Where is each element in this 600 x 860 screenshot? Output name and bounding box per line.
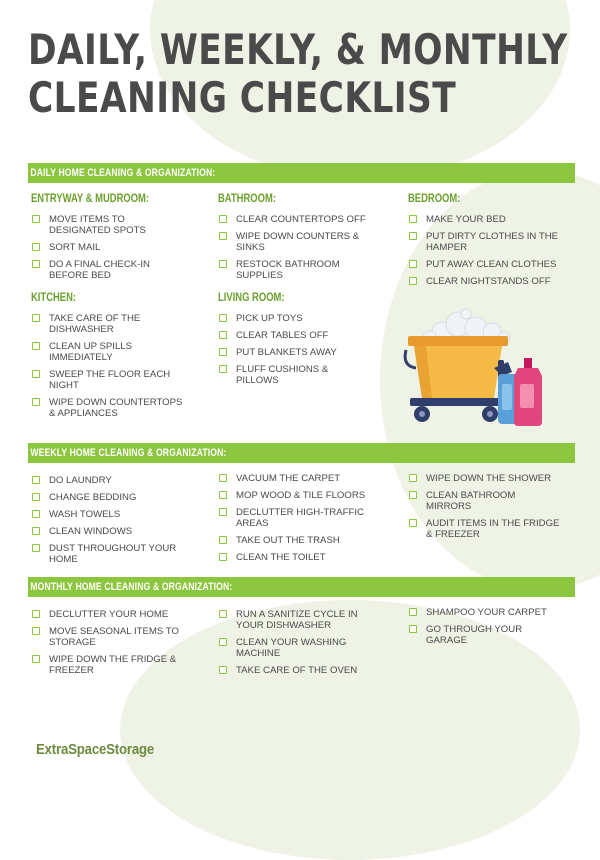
checkbox[interactable]: [219, 314, 227, 322]
checklist-item: [31, 526, 201, 537]
checklist-item: [218, 364, 388, 386]
weekly-list-2: [218, 473, 388, 563]
monthly-list-3: [408, 607, 578, 646]
checkbox[interactable]: [32, 260, 40, 268]
bathroom-list: [218, 214, 388, 281]
checkbox[interactable]: [219, 232, 227, 240]
checkbox[interactable]: [219, 491, 227, 499]
checklist-item-label: RUN A SANITIZE CYCLE IN YOUR DISHWASHER: [236, 609, 358, 631]
bathroom-heading: BATHROOM:: [218, 193, 276, 205]
checkbox[interactable]: [32, 610, 40, 618]
checklist-item-label: DECLUTTER HIGH-TRAFFIC AREAS: [236, 507, 364, 529]
checklist-item: [31, 609, 201, 620]
checklist-item: [408, 473, 578, 484]
checklist-item-label: MAKE YOUR BED: [426, 214, 506, 225]
checklist-item: [218, 231, 388, 253]
title-line-1: DAILY, WEEKLY, & MONTHLY: [28, 25, 568, 74]
checklist-item-label: WIPE DOWN COUNTERS & SINKS: [236, 231, 360, 253]
weekly-column-3: [408, 473, 578, 546]
monthly-column-2: [218, 609, 388, 682]
checklist-item: [218, 473, 388, 484]
checklist-item: [31, 475, 201, 486]
checklist-item: [31, 341, 201, 363]
checkbox[interactable]: [219, 666, 227, 674]
checkbox[interactable]: [219, 365, 227, 373]
title-line-2: CLEANING CHECKLIST: [28, 73, 457, 122]
checkbox[interactable]: [32, 476, 40, 484]
checklist-item: [218, 637, 388, 659]
checkbox[interactable]: [32, 370, 40, 378]
checkbox[interactable]: [32, 627, 40, 635]
checklist-item-label: PICK UP TOYS: [236, 313, 303, 324]
checklist-item: [218, 609, 388, 631]
checklist-item: [408, 518, 578, 540]
checkbox[interactable]: [32, 215, 40, 223]
checklist-item-label: GO THROUGH YOUR GARAGE: [426, 624, 523, 646]
checklist-item: [218, 214, 388, 225]
checkbox[interactable]: [32, 314, 40, 322]
checkbox[interactable]: [32, 493, 40, 501]
checkbox[interactable]: [219, 474, 227, 482]
checklist-item: [218, 507, 388, 529]
checklist-item-label: CLEAN YOUR WASHING MACHINE: [236, 637, 347, 659]
checklist-item-label: DUST THROUGHOUT YOUR HOME: [49, 543, 177, 565]
weekly-list-1: [31, 475, 201, 565]
checklist-item-label: CLEAN THE TOILET: [236, 552, 326, 563]
checkbox[interactable]: [32, 243, 40, 251]
brand-logo: ExtraSpaceStorage: [36, 741, 155, 758]
checklist-item: [31, 214, 201, 236]
checkbox[interactable]: [409, 232, 417, 240]
checklist-item-label: VACUUM THE CARPET: [236, 473, 341, 484]
checklist-item-label: SORT MAIL: [49, 242, 101, 253]
checklist-item-label: FLUFF CUSHIONS & PILLOWS: [236, 364, 329, 386]
checklist-item: [408, 231, 578, 253]
checkbox[interactable]: [219, 610, 227, 618]
checklist-item-label: CLEAR COUNTERTOPS OFF: [236, 214, 366, 225]
monthly-list-1: [31, 609, 201, 676]
checklist-item: [31, 492, 201, 503]
checkbox[interactable]: [219, 348, 227, 356]
checkbox[interactable]: [409, 215, 417, 223]
checklist-item: [218, 313, 388, 324]
checklist-item: [218, 552, 388, 563]
checkbox[interactable]: [409, 491, 417, 499]
living-room-group: [218, 292, 388, 392]
living-room-heading: LIVING ROOM:: [218, 292, 285, 304]
checklist-item-label: WIPE DOWN COUNTERTOPS & APPLIANCES: [49, 397, 183, 419]
checklist-item: [31, 242, 201, 253]
checkbox[interactable]: [409, 625, 417, 633]
checkbox[interactable]: [409, 608, 417, 616]
checklist-item: [218, 347, 388, 358]
checklist-item-label: WASH TOWELS: [49, 509, 121, 520]
checkbox[interactable]: [32, 527, 40, 535]
bedroom-heading: BEDROOM:: [408, 193, 461, 205]
cleaning-bucket-cart-icon: [402, 306, 552, 430]
checklist-item: [218, 330, 388, 341]
bedroom-list: [408, 214, 578, 287]
checklist-item: [31, 397, 201, 419]
checklist-item-label: MOVE ITEMS TO DESIGNATED SPOTS: [49, 214, 146, 236]
checklist-item-label: PUT AWAY CLEAN CLOTHES: [426, 259, 557, 270]
checklist-item-label: SHAMPOO YOUR CARPET: [426, 607, 547, 618]
checkbox[interactable]: [409, 519, 417, 527]
checklist-item: [31, 654, 201, 676]
checklist-item-label: CLEAN WINDOWS: [49, 526, 133, 537]
checklist-item: [408, 259, 578, 270]
checklist-item-label: MOVE SEASONAL ITEMS TO STORAGE: [49, 626, 179, 648]
weekly-section-title: WEEKLY HOME CLEANING & ORGANIZATION:: [30, 447, 227, 459]
checklist-item-label: TAKE CARE OF THE DISHWASHER: [49, 313, 141, 335]
monthly-section-header: [28, 577, 575, 597]
page-title: [28, 26, 568, 122]
entryway-group: [31, 193, 201, 287]
checklist-item: [408, 607, 578, 618]
bedroom-group: [408, 193, 578, 293]
kitchen-group: [31, 292, 201, 425]
living-room-list: [218, 313, 388, 386]
checkbox[interactable]: [32, 544, 40, 552]
checklist-item-label: AUDIT ITEMS IN THE FRIDGE & FREEZER: [426, 518, 560, 540]
monthly-column-1: [31, 609, 201, 682]
kitchen-list: [31, 313, 201, 419]
weekly-column-2: [218, 473, 388, 569]
checklist-item-label: CHANGE BEDDING: [49, 492, 137, 503]
checklist-item-label: DO A FINAL CHECK-IN BEFORE BED: [49, 259, 150, 281]
checklist-item-label: WIPE DOWN THE SHOWER: [426, 473, 552, 484]
checklist-item-label: RESTOCK BATHROOM SUPPLIES: [236, 259, 340, 281]
checklist-item: [31, 369, 201, 391]
checklist-item-label: PUT BLANKETS AWAY: [236, 347, 337, 358]
checklist-item-label: CLEAR NIGHTSTANDS OFF: [426, 276, 551, 287]
checklist-item: [408, 214, 578, 225]
checklist-item: [31, 259, 201, 281]
checklist-item-label: PUT DIRTY CLOTHES IN THE HAMPER: [426, 231, 559, 253]
weekly-column-1: [31, 475, 201, 571]
daily-section-title: DAILY HOME CLEANING & ORGANIZATION:: [30, 167, 216, 179]
checkbox[interactable]: [219, 536, 227, 544]
kitchen-heading: KITCHEN:: [31, 292, 77, 304]
checklist-item: [218, 665, 388, 676]
checklist-item: [31, 626, 201, 648]
checklist-item-label: CLEAR TABLES OFF: [236, 330, 329, 341]
weekly-list-3: [408, 473, 578, 540]
checklist-item-label: SWEEP THE FLOOR EACH NIGHT: [49, 369, 171, 391]
checklist-item: [31, 509, 201, 520]
checkbox[interactable]: [32, 398, 40, 406]
checklist-item: [218, 490, 388, 501]
checklist-item-label: CLEAN BATHROOM MIRRORS: [426, 490, 516, 512]
bathroom-group: [218, 193, 388, 287]
checklist-item-label: TAKE OUT THE TRASH: [236, 535, 340, 546]
checkbox[interactable]: [32, 655, 40, 663]
daily-section-header: [28, 163, 575, 183]
checkbox[interactable]: [219, 215, 227, 223]
checkbox[interactable]: [32, 342, 40, 350]
checkbox[interactable]: [219, 553, 227, 561]
monthly-section-title: MONTHLY HOME CLEANING & ORGANIZATION:: [30, 581, 233, 593]
checkbox[interactable]: [409, 277, 417, 285]
weekly-section-header: [28, 443, 575, 463]
checklist-item-label: TAKE CARE OF THE OVEN: [236, 665, 358, 676]
checkbox[interactable]: [409, 260, 417, 268]
checkbox[interactable]: [219, 508, 227, 516]
checklist-item-label: MOP WOOD & TILE FLOORS: [236, 490, 366, 501]
checklist-item: [31, 543, 201, 565]
checkbox[interactable]: [219, 260, 227, 268]
checklist-item: [408, 624, 578, 646]
checklist-item: [31, 313, 201, 335]
entryway-heading: ENTRYWAY & MUDROOM:: [31, 193, 150, 205]
checklist-item: [218, 259, 388, 281]
monthly-column-3: [408, 607, 578, 652]
checklist-item-label: WIPE DOWN THE FRIDGE & FREEZER: [49, 654, 177, 676]
monthly-list-2: [218, 609, 388, 676]
checklist-item-label: DO LAUNDRY: [49, 475, 112, 486]
checklist-item: [408, 276, 578, 287]
checklist-item: [408, 490, 578, 512]
checklist-item: [218, 535, 388, 546]
checklist-item-label: DECLUTTER YOUR HOME: [49, 609, 169, 620]
checkbox[interactable]: [219, 638, 227, 646]
entryway-list: [31, 214, 201, 281]
checkbox[interactable]: [219, 331, 227, 339]
checkbox[interactable]: [409, 474, 417, 482]
checkbox[interactable]: [32, 510, 40, 518]
checklist-item-label: CLEAN UP SPILLS IMMEDIATELY: [49, 341, 133, 363]
